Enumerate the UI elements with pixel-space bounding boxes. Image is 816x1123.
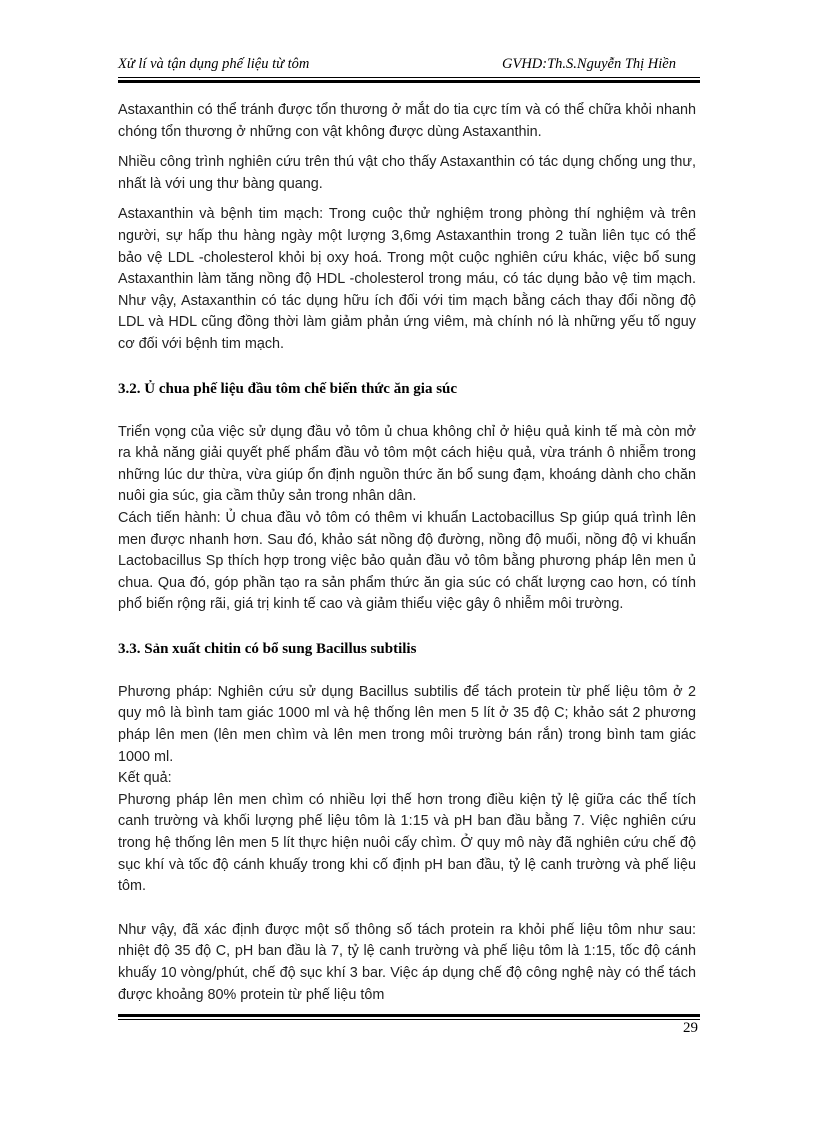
paragraph-results-label: Kết quả: [118, 770, 172, 787]
footer-rule [118, 1019, 700, 1020]
paragraph-results: Phương pháp lên men chìm có nhiều lợi thế hơn trong điều kiện tỷ lệ giữa các thể tích canh trường và khối lượng phế liệu tôm là 1:15 và pH ban đầu bằng 7. Việc nghiên cứu trong hệ thống lên men 5 lít thực hiện nuôi cấy chìm. Ở quy mô này đã nghiên cứu chế độ sục khí và tốc độ cánh khuấy trong khi cố định pH ban đầu, tỷ lệ canh trường và phế liệu tôm. [118, 791, 696, 895]
page-content [118, 100, 696, 1006]
header-supervisor: GVHD:Th.S.Nguyễn Thị Hiền [502, 56, 676, 72]
page-number: 29 [683, 1020, 698, 1036]
paragraph-bacillus-method: Phương pháp: Nghiên cứu sử dụng Bacillus subtilis để tách protein từ phế liệu tôm ở 2 quy mô là bình tam giác 1000 ml và hệ thống lên men 5 lít ở 35 độ C; khảo sát 2 phương pháp lên men (lên men chìm và lên men trong môi trường bán rắn) trong bình tam giác 1000 ml. [118, 683, 696, 765]
paragraph-astaxanthin-heart: Astaxanthin và bệnh tim mạch: Trong cuộc thử nghiệm trong phòng thí nghiệm và trên người, sự hấp thu hàng ngày một lượng 3,6mg Astaxanthin trong 2 tuần liên tục có thể bảo vệ LDL -cholesterol khỏi bị oxy hoá. Trong một cuộc nghiên cứu khác, việc bổ sung Astaxanthin làm tăng nồng độ HDL -cholesterol trong máu, có tác dụng bảo vệ tim mạch. Như vậy, Astaxanthin có tác dụng hữu ích đối với tim mạch bằng cách thay đổi nồng độ LDL và HDL cũng đồng thời làm giảm phản ứng viêm, mà chính nó là những yếu tố nguy cơ đối với bệnh tim mạch. [118, 206, 696, 352]
paragraph-astaxanthin-cancer: Nhiều công trình nghiên cứu trên thú vật cho thấy Astaxanthin có tác dụng chống ung thư, nhất là với ung thư bàng quang. [118, 154, 696, 192]
section-heading-3-2: 3.2. Ủ chua phế liệu đầu tôm chế biến thức ăn gia súc [118, 380, 458, 397]
header-rule [118, 77, 700, 78]
paragraph-astaxanthin-eye: Astaxanthin có thể tránh được tổn thương ở mắt do tia cực tím và có thể chữa khỏi nhanh chóng tổn thương ở những con vật không được dùng Astaxanthin. [118, 102, 696, 140]
header-rule-thick [118, 80, 700, 83]
header-title: Xử lí và tận dụng phế liệu từ tôm [118, 56, 310, 72]
paragraph-fermentation-method: Cách tiến hành: Ủ chua đầu vỏ tôm có thêm vi khuẩn Lactobacillus Sp giúp quá trình lên men được nhanh hơn. Sau đó, khảo sát nồng độ đường, nồng độ muối, nồng độ vi khuẩn Lactobacillus Sp thích hợp trong việc bảo quản đầu vỏ tôm bằng phương pháp lên men ủ chua. Qua đó, góp phần tạo ra sản phẩm thức ăn gia súc có chất lượng cao hơn, có tính phổ biến rộng rãi, giá trị kinh tế cao và giảm thiểu việc gây ô nhiễm môi trường. [118, 509, 696, 613]
paragraph-fermentation-prospect: Triển vọng của việc sử dụng đầu vỏ tôm ủ chua không chỉ ở hiệu quả kinh tế mà còn mở ra khả năng giải quyết phế phẩm đầu vỏ tôm một cách hiệu quả, vừa tránh ô nhiễm trong những lúc dư thừa, vừa giúp ổn định nguồn thức ăn bổ sung đạm, khoáng dành cho chăn nuôi gia súc, gia cầm thủy sản trong nhân dân. [118, 423, 696, 505]
paragraph-conclusion: Như vậy, đã xác định được một số thông số tách protein ra khỏi phế liệu tôm như sau: nhiệt độ 35 độ C, pH ban đầu là 7, tỷ lệ canh trường và phế liệu tôm là 1:15, tốc độ cánh khuấy 10 vòng/phút, chế độ sục khí 3 bar. Việc áp dụng chế độ công nghệ này có thể tách được khoảng 80% protein từ phế liệu tôm [118, 921, 696, 1003]
footer-rule-thick [118, 1014, 700, 1017]
page-header [118, 56, 700, 78]
section-heading-3-3: 3.3. Sản xuất chitin có bổ sung Bacillus subtilis [118, 640, 417, 657]
